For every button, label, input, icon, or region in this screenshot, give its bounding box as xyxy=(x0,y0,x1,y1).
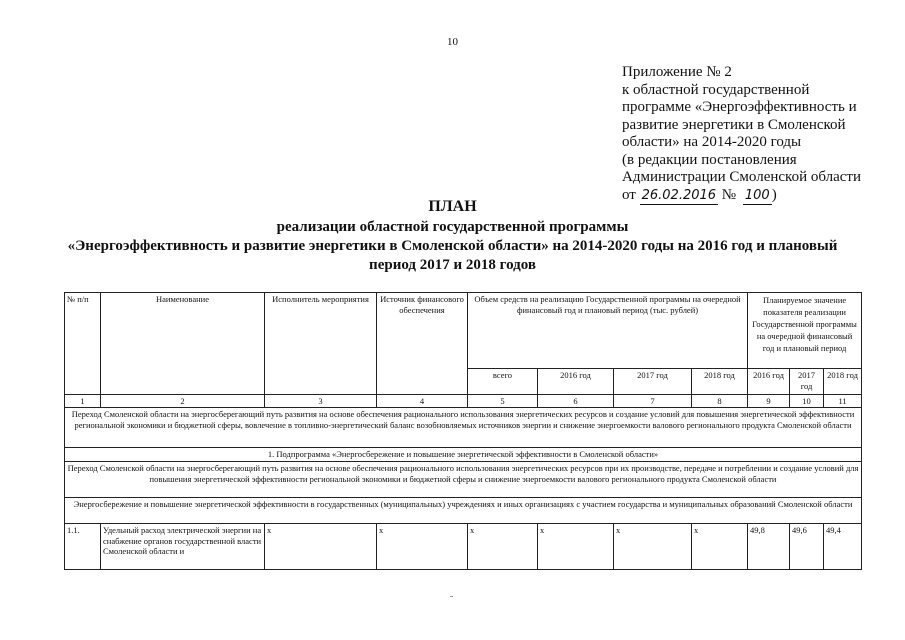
subprogram-row: 1. Подпрограмма «Энергосбережение и повышение энергетической эффективности в Смоленской области» xyxy=(65,448,862,462)
column-number: 4 xyxy=(377,395,468,408)
program-goal-row: Переход Смоленской области на энергосберегающий путь развития на основе обеспечения рационального использования энергетических ресурсов и создание условий для повышения энергетической эффективности региональной экономики и бюджетной сферы, вовлечение в топливно-энергетический баланс возобновляемых источников энергии и снижение энергоемкости валового регионального продукта Смоленской области xyxy=(65,408,862,448)
number-label: № xyxy=(721,186,737,203)
appendix-line: области» на 2014-2020 годы xyxy=(622,134,802,150)
column-number: 11 xyxy=(824,395,862,408)
column-number: 1 xyxy=(65,395,101,408)
scan-mark xyxy=(450,596,453,597)
handwritten-date: 26.02.2016 xyxy=(640,187,718,206)
appendix-block xyxy=(622,64,892,205)
appendix-line: программе «Энергоэффективность и xyxy=(622,99,857,115)
column-number: 10 xyxy=(790,395,824,408)
closing-paren: ) xyxy=(771,186,777,203)
header-executor: Исполнитель мероприятия xyxy=(265,293,377,395)
handwritten-number: 100 xyxy=(743,187,772,206)
document-title: ПЛАН xyxy=(428,198,477,215)
header-planned-2017: 2017 год xyxy=(790,369,824,395)
column-number: 3 xyxy=(265,395,377,408)
header-planned: Планируемое значение показателя реализации Государственной программы на очередной финансовый год и плановый период xyxy=(748,293,862,369)
row-planned-2018: 49,4 xyxy=(824,524,862,570)
appendix-line: Администрации Смоленской области xyxy=(622,169,861,185)
row-executor: х xyxy=(265,524,377,570)
header-volume-2017: 2017 год xyxy=(614,369,692,395)
appendix-line: развитие энергетики в Смоленской xyxy=(622,116,846,133)
row-planned-2016: 49,8 xyxy=(748,524,790,570)
row-volume-2017: х xyxy=(614,524,692,570)
row-name: Удельный расход электрической энергии на снабжение органов государственной власти Смоленской области и xyxy=(101,524,265,570)
row-total: х xyxy=(468,524,538,570)
row-number: 1.1. xyxy=(65,524,101,570)
column-number: 2 xyxy=(101,395,265,408)
table-row xyxy=(65,524,862,570)
task-row: Энергосбережение и повышение энергетической эффективности в государственных (муниципальных) учреждениях и иных организациях с участием государства и муниципальных образований Смоленской области xyxy=(65,498,862,524)
column-number: 9 xyxy=(748,395,790,408)
header-volume: Объем средств на реализацию Государственной программы на очередной финансовый год и плановый период (тыс. рублей) xyxy=(468,293,748,369)
appendix-line: Приложение № 2 xyxy=(622,64,732,80)
header-name: Наименование xyxy=(101,293,265,395)
header-planned-2018: 2018 год xyxy=(824,369,862,395)
column-number: 5 xyxy=(468,395,538,408)
from-label: от xyxy=(622,186,636,203)
header-volume-2016: 2016 год xyxy=(538,369,614,395)
row-planned-2017: 49,6 xyxy=(790,524,824,570)
document-subtitle xyxy=(40,218,865,275)
appendix-line: к областной государственной xyxy=(622,81,810,98)
page-number: 10 xyxy=(447,36,458,48)
header-source: Источник финансового обеспечения xyxy=(377,293,468,395)
appendix-line: (в редакции постановления xyxy=(622,151,797,168)
header-volume-2018: 2018 год xyxy=(692,369,748,395)
row-volume-2016: х xyxy=(538,524,614,570)
header-planned-2016: 2016 год xyxy=(748,369,790,395)
subtitle-line: период 2017 и 2018 годов xyxy=(369,257,536,273)
header-total: всего xyxy=(468,369,538,395)
column-number: 8 xyxy=(692,395,748,408)
column-number: 6 xyxy=(538,395,614,408)
plan-table xyxy=(64,292,862,570)
subtitle-line: «Энергоэффективность и развитие энергетики в Смоленской области» на 2014-2020 годы на 2016 год и плановый xyxy=(67,238,838,254)
header-no: № п/п xyxy=(65,293,101,395)
row-volume-2018: х xyxy=(692,524,748,570)
row-source: х xyxy=(377,524,468,570)
column-number-row xyxy=(65,395,862,408)
column-number: 7 xyxy=(614,395,692,408)
subprogram-goal-row: Переход Смоленской области на энергосберегающий путь развития на основе обеспечения рационального использования энергетических ресурсов при их производстве, передаче и потреблении и создание условий для повышения энергетической эффективности региональной экономики и бюджетной сферы и снижение энергоемкости валового регионального продукта Смоленской области xyxy=(65,462,862,498)
subtitle-line: реализации областной государственной программы xyxy=(276,219,629,235)
